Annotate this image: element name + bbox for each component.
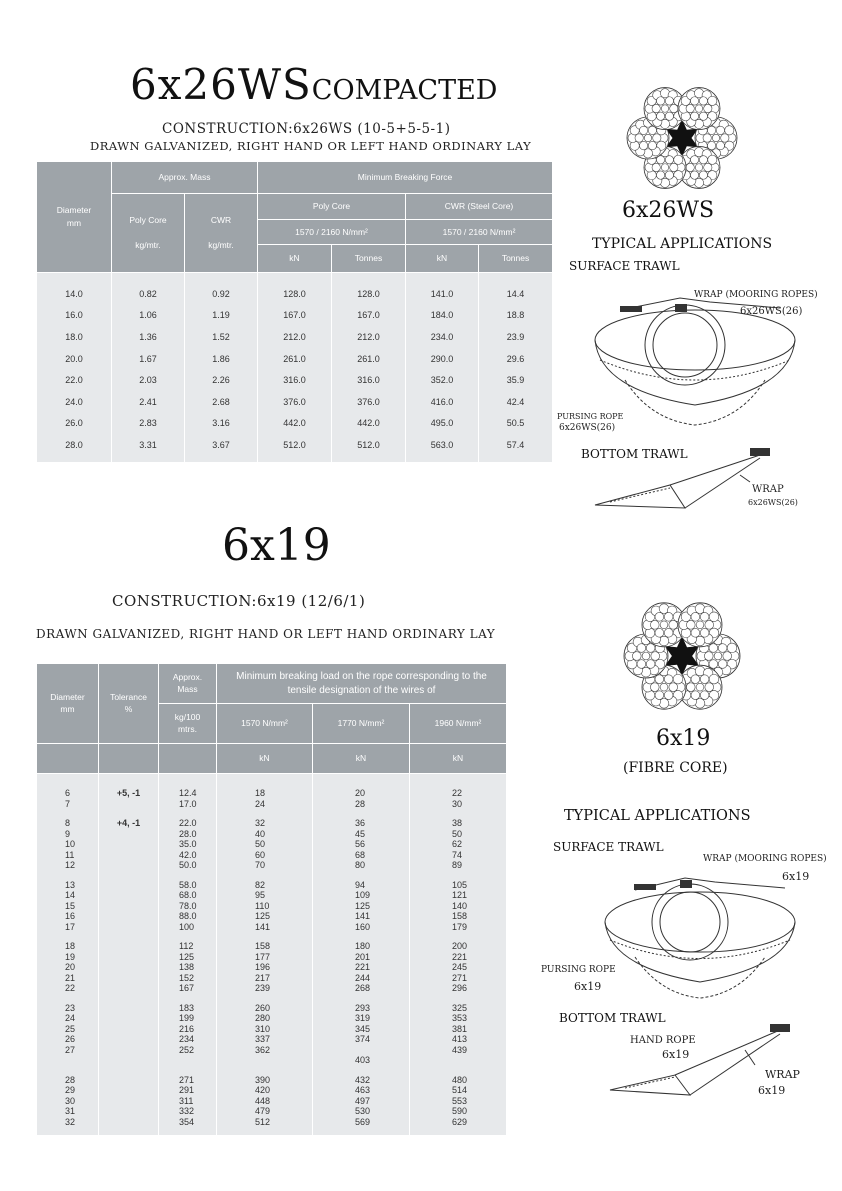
table-cell: 14.4	[479, 283, 553, 305]
table-cell: 16.0	[37, 305, 112, 327]
pursing-rope-spec-2: 6x19	[574, 980, 602, 993]
table-cell: 22 30	[410, 788, 507, 809]
table-spacer-row	[37, 994, 507, 1003]
table-cell: 390 420 448 479 512	[217, 1075, 313, 1128]
col-unit-mass: kg/100 mtrs.	[159, 704, 217, 744]
rope-name-6x19: 6x19	[656, 726, 711, 751]
table-row-group	[37, 1003, 507, 1066]
table-cell: 1.86	[185, 348, 258, 370]
table-cell: 13 14 15 16 17	[37, 880, 99, 933]
table-spacer-row	[37, 809, 507, 818]
table-cell: 212.0	[332, 326, 406, 348]
table-cell: 23.9	[479, 326, 553, 348]
col-kn: kN	[406, 245, 479, 273]
table-cell: 290.0	[406, 348, 479, 370]
table-row-group	[37, 880, 507, 933]
table-cell: 158 177 196 217 239	[217, 941, 313, 994]
surface-trawl-diagram-2-icon	[590, 862, 830, 1002]
table-cell: 18 24	[217, 788, 313, 809]
table-cell: 28.0	[37, 434, 112, 456]
wrap-mooring-label-2: WRAP (MOORING ROPES)	[703, 854, 827, 864]
table-cell: 1.52	[185, 326, 258, 348]
wrap-mooring-spec-2: 6x19	[782, 870, 810, 883]
table-cell: 94 109 125 141 160	[313, 880, 410, 933]
section1-description: DRAWN GALVANIZED, RIGHT HAND OR LEFT HAND ORDINARY LAY	[90, 139, 532, 153]
table-cell: 325 353 381 413 439	[410, 1003, 507, 1066]
table-6x26ws	[36, 161, 553, 462]
rope-cross-section-6x26ws-icon	[622, 82, 742, 194]
table-cell: 26.0	[37, 413, 112, 435]
wrap-mooring-spec: 6x26WS(26)	[740, 306, 803, 317]
typical-applications-heading-2: TYPICAL APPLICATIONS	[564, 808, 751, 824]
table-cell: 128.0	[332, 283, 406, 305]
table-cell: 57.4	[479, 434, 553, 456]
table-cell	[99, 941, 159, 994]
table-row	[37, 413, 553, 435]
table-cell: 2.83	[112, 413, 185, 435]
wrap-label-2: WRAP	[765, 1068, 800, 1081]
hand-rope-label: HAND ROPE	[630, 1035, 696, 1046]
table-cell: 28 29 30 31 32	[37, 1075, 99, 1128]
table-cell: 2.68	[185, 391, 258, 413]
table-cell: 2.26	[185, 369, 258, 391]
table-spacer-row	[37, 1127, 507, 1135]
table-cell: 376.0	[332, 391, 406, 413]
table-cell: 212.0	[258, 326, 332, 348]
table-cell: 8 9 10 11 12	[37, 818, 99, 871]
table-cell: 0.82	[112, 283, 185, 305]
table-cell: 1.36	[112, 326, 185, 348]
table-cell: 271 291 311 332 354	[159, 1075, 217, 1128]
table-row	[37, 305, 553, 327]
table-cell: 20.0	[37, 348, 112, 370]
table-row	[37, 391, 553, 413]
bottom-trawl-heading: BOTTOM TRAWL	[581, 447, 688, 461]
table-cell: 432 463 497 530 569	[313, 1075, 410, 1128]
table-cell: 376.0	[258, 391, 332, 413]
hand-rope-spec: 6x19	[662, 1048, 690, 1061]
section1-construction: CONSTRUCTION:6x26WS (10-5+5-5-1)	[162, 121, 451, 137]
table-cell: 316.0	[258, 369, 332, 391]
table-row-group	[37, 1075, 507, 1128]
table-cell: 180 201 221 244 268	[313, 941, 410, 994]
table-cell: 14.0	[37, 283, 112, 305]
table-cell: 35.9	[479, 369, 553, 391]
table-cell: 260 280 310 337 362	[217, 1003, 313, 1066]
table-cell: 23 24 25 26 27	[37, 1003, 99, 1066]
col-kn: kN	[258, 245, 332, 273]
col-tolerance: Tolerance %	[99, 664, 159, 744]
col-approx-mass: Approx. Mass	[112, 162, 258, 194]
col-empty	[159, 744, 217, 774]
table-row	[37, 326, 553, 348]
col-grade-poly: 1570 / 2160 N/mm²	[258, 220, 406, 245]
col-empty	[37, 744, 99, 774]
pursing-rope-label-2: PURSING ROPE	[541, 965, 616, 975]
wrap-spec: 6x26WS(26)	[748, 498, 798, 507]
table-cell: 141.0	[406, 283, 479, 305]
bottom-trawl-heading-2: BOTTOM TRAWL	[559, 1011, 666, 1025]
table-spacer-row	[37, 774, 507, 789]
table-cell: 352.0	[406, 369, 479, 391]
table-cell: 42.4	[479, 391, 553, 413]
rope-name-6x26ws: 6x26WS	[622, 198, 715, 223]
table-cell: 1.19	[185, 305, 258, 327]
table-cell: 563.0	[406, 434, 479, 456]
col-diameter: Diameter mm	[37, 664, 99, 744]
table-row-group	[37, 788, 507, 809]
table-cell: 184.0	[406, 305, 479, 327]
table-cell: 1.06	[112, 305, 185, 327]
rope-core-label: (FIBRE CORE)	[623, 760, 728, 776]
table-row-group	[37, 941, 507, 994]
table-cell: 495.0	[406, 413, 479, 435]
col-grade-1770: 1770 N/mm²	[313, 704, 410, 744]
section2-construction: CONSTRUCTION:6x19 (12/6/1)	[112, 592, 366, 610]
table-cell: 50.5	[479, 413, 553, 435]
pursing-rope-label: PURSING ROPE	[557, 412, 624, 421]
table-row	[37, 348, 553, 370]
table-cell: 416.0	[406, 391, 479, 413]
table-spacer-row	[37, 456, 553, 462]
table-cell: 20 28	[313, 788, 410, 809]
table-cell	[99, 1075, 159, 1128]
table-cell: 112 125 138 152 167	[159, 941, 217, 994]
table-spacer-row	[37, 871, 507, 880]
col-tonnes: Tonnes	[479, 245, 553, 273]
table-row	[37, 283, 553, 305]
table-cell: +5, -1	[99, 788, 159, 809]
section1-title	[130, 60, 497, 109]
table-cell: 167.0	[258, 305, 332, 327]
table-cell: 105 121 140 158 179	[410, 880, 507, 933]
table-cell: 0.92	[185, 283, 258, 305]
table-cell: 3.67	[185, 434, 258, 456]
table-cell: 12.4 17.0	[159, 788, 217, 809]
table-cell: 512.0	[332, 434, 406, 456]
col-diameter: Diameter mm	[37, 162, 112, 273]
table-cell: 512.0	[258, 434, 332, 456]
table-6x19	[36, 663, 507, 1135]
col-grade-cwr: 1570 / 2160 N/mm²	[406, 220, 553, 245]
col-min-breaking-force: Minimum Breaking Force	[258, 162, 553, 194]
table-cell: 6 7	[37, 788, 99, 809]
col-kn: kN	[313, 744, 410, 774]
table-cell: 18 19 20 21 22	[37, 941, 99, 994]
typical-applications-heading: TYPICAL APPLICATIONS	[592, 236, 773, 252]
table-cell: 442.0	[332, 413, 406, 435]
table-spacer-row	[37, 1066, 507, 1075]
table-cell: 2.03	[112, 369, 185, 391]
section2-title: 6x19	[222, 520, 331, 571]
table-cell: 316.0	[332, 369, 406, 391]
col-cwr-steel-core: CWR (Steel Core)	[406, 194, 553, 220]
table-cell: 3.16	[185, 413, 258, 435]
col-poly-core: Poly Core kg/mtr.	[112, 194, 185, 273]
bottom-trawl-diagram-icon	[590, 440, 790, 525]
table-cell: 32 40 50 60 70	[217, 818, 313, 871]
wrap-spec-2: 6x19	[758, 1084, 786, 1097]
table-cell: 2.41	[112, 391, 185, 413]
table-spacer-row	[37, 932, 507, 941]
table-cell	[99, 1003, 159, 1066]
table-cell: 480 514 553 590 629	[410, 1075, 507, 1128]
surface-trawl-diagram-icon	[580, 280, 820, 430]
table-cell: 261.0	[332, 348, 406, 370]
section1-title-main: 6x26WS	[130, 60, 312, 109]
table-cell: 22.0 28.0 35.0 42.0 50.0	[159, 818, 217, 871]
col-approx-mass: Approx. Mass	[159, 664, 217, 704]
pursing-rope-spec: 6x26WS(26)	[559, 423, 616, 433]
table-cell: 18.0	[37, 326, 112, 348]
col-cwr: CWR kg/mtr.	[185, 194, 258, 273]
col-kn: kN	[410, 744, 507, 774]
col-poly-core-force: Poly Core	[258, 194, 406, 220]
section2-description: DRAWN GALVANIZED, RIGHT HAND OR LEFT HAND ORDINARY LAY	[36, 627, 496, 641]
col-grade-1960: 1960 N/mm²	[410, 704, 507, 744]
table-cell: 38 50 62 74 89	[410, 818, 507, 871]
surface-trawl-heading-2: SURFACE TRAWL	[553, 840, 664, 854]
table-cell: 18.8	[479, 305, 553, 327]
table-cell: 1.67	[112, 348, 185, 370]
col-min-breaking-load: Minimum breaking load on the rope corresponding to the tensile designation of the wires of	[217, 664, 507, 704]
table-spacer-row	[37, 273, 553, 284]
col-grade-1570: 1570 N/mm²	[217, 704, 313, 744]
wrap-label: WRAP	[752, 484, 784, 495]
table-cell: 36 45 56 68 80	[313, 818, 410, 871]
table-cell: 293 319 345 374 403	[313, 1003, 410, 1066]
table-cell: 442.0	[258, 413, 332, 435]
col-tonnes: Tonnes	[332, 245, 406, 273]
table-row	[37, 434, 553, 456]
wrap-mooring-label: WRAP (MOORING ROPES)	[694, 290, 818, 300]
surface-trawl-heading: SURFACE TRAWL	[569, 259, 680, 273]
table-cell: 261.0	[258, 348, 332, 370]
table-cell: 183 199 216 234 252	[159, 1003, 217, 1066]
table-cell: 200 221 245 271 296	[410, 941, 507, 994]
table-cell: 234.0	[406, 326, 479, 348]
table-cell: 82 95 110 125 141	[217, 880, 313, 933]
table-cell: 58.0 68.0 78.0 88.0 100	[159, 880, 217, 933]
rope-cross-section-6x19-icon	[622, 596, 742, 716]
table-cell: +4, -1	[99, 818, 159, 871]
table-cell: 24.0	[37, 391, 112, 413]
table-row	[37, 369, 553, 391]
table-cell: 3.31	[112, 434, 185, 456]
table-cell: 22.0	[37, 369, 112, 391]
col-empty	[99, 744, 159, 774]
table-cell	[99, 880, 159, 933]
table-row-group	[37, 818, 507, 871]
section1-title-suffix: COMPACTED	[311, 75, 498, 106]
table-cell: 29.6	[479, 348, 553, 370]
table-cell: 167.0	[332, 305, 406, 327]
col-kn: kN	[217, 744, 313, 774]
table-cell: 128.0	[258, 283, 332, 305]
